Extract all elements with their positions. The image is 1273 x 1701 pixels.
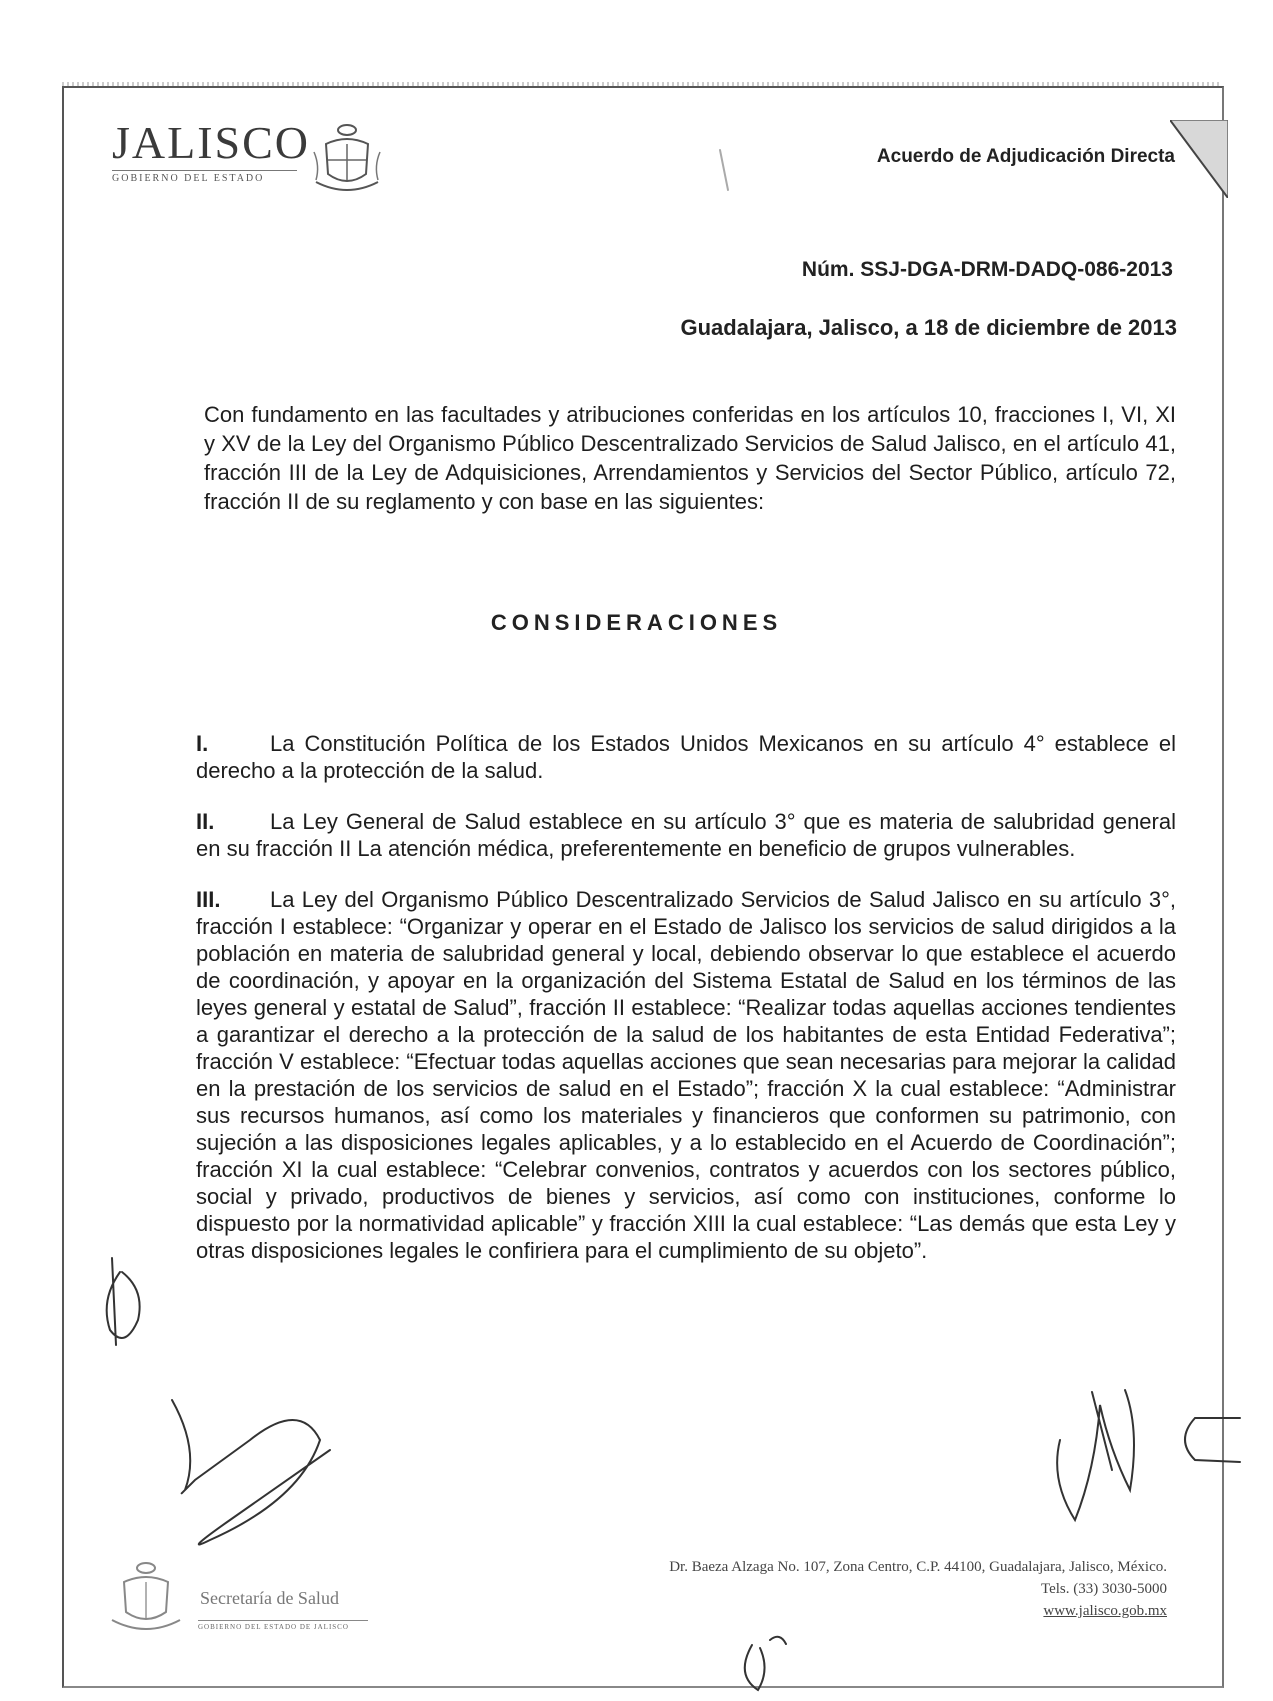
item-text: La Constitución Política de los Estados Unidos Mexicanos en su artículo 4° establece el derecho a la protección de la salud. <box>196 731 1176 783</box>
document-date: Guadalajara, Jalisco, a 18 de diciembre de 2013 <box>680 315 1177 340</box>
considerations-list <box>196 730 1176 1288</box>
item-text: La Ley del Organismo Público Descentralizado Servicios de Salud Jalisco en su artículo 3°, fracción I establece: “Organizar y operar en el Estado de Jalisco los servicios de salud dirigidos a la población en materia de salubridad general y local, debiendo observar lo que establece el acuerdo de coordinación, y apoyar en la organización del Sistema Estatal de Salud en los términos de las leyes general y estatal de Salud”, fracción II establece: “Realizar todas aquellas acciones tendientes a garantizar el derecho a la protección de la salud de los habitantes de esta Entidad Federativa”; fracción V establece: “Efectuar todas aquellas acciones que sean necesarias para mejorar la calidad en la prestación de los servicios de salud en el Estado”; fracción X la cual establece: “Administrar sus recursos humanos, así como los materiales y financieros que conformen su patrimonio, con sujeción a las disposiciones legales aplicables, y a lo establecido en el Acuerdo de Coordinación”; fracción XI la cual establece: “Celebrar convenios, contratos y acuerdos con los sectores público, social y privado, productivos de bienes y servicios, así como con instituciones, conforme lo dispuesto por la normatividad aplicable” y fracción XIII la cual establece: “Las demás que esta Ley y otras disposiciones legales le confiriera para el cumplimiento de su objeto”. <box>196 887 1176 1263</box>
jalisco-logo <box>112 117 311 184</box>
logo-subtitle: GOBIERNO DEL ESTADO <box>112 170 297 184</box>
health-secretariat-crest-icon <box>106 1558 196 1642</box>
item-text: La Ley General de Salud establece en su artículo 3° que es materia de salubridad general en su fracción II La atención médica, preferentemente en beneficio de grupos vulnerables. <box>196 809 1176 861</box>
preamble-paragraph: Con fundamento en las facultades y atribuciones conferidas en los artículos 10, fracciones I, VI, XI y XV de la Ley del Organismo Público Descentralizado Servicios de Salud Jalisco, en el artículo 41, fracción III de la Ley de Adquisiciones, Arrendamientos y Servicios del Sector Público, artículo 72, fracción II de su reglamento y con base en las siguientes: <box>204 402 1176 514</box>
list-item <box>196 730 1176 784</box>
footer-logo-subtitle: GOBIERNO DEL ESTADO DE JALISCO <box>198 1620 368 1631</box>
list-item <box>196 886 1176 1264</box>
footer-address-line: Dr. Baeza Alzaga No. 107, Zona Centro, C.P. 44100, Guadalajara, Jalisco, México. <box>669 1559 1167 1575</box>
footer-website-link[interactable]: www.jalisco.gob.mx <box>1043 1603 1167 1619</box>
folded-corner-icon <box>1170 120 1228 198</box>
logo-wordmark: JALISCO <box>112 117 311 168</box>
footer-logo-text: Secretaría de Salud <box>200 1588 339 1608</box>
document-number: Núm. SSJ-DGA-DRM-DADQ-086-2013 <box>801 258 1173 281</box>
footer-contact <box>669 1556 1167 1622</box>
document-type: Acuerdo de Adjudicación Directa <box>876 146 1175 167</box>
item-number: III. <box>196 887 221 912</box>
section-title: CONSIDERACIONES <box>490 610 783 635</box>
item-number: I. <box>196 731 209 756</box>
footer-phone: Tels. (33) 3030-5000 <box>1040 1581 1167 1597</box>
list-item <box>196 808 1176 862</box>
state-crest-icon <box>312 122 382 198</box>
item-number: II. <box>196 809 215 834</box>
